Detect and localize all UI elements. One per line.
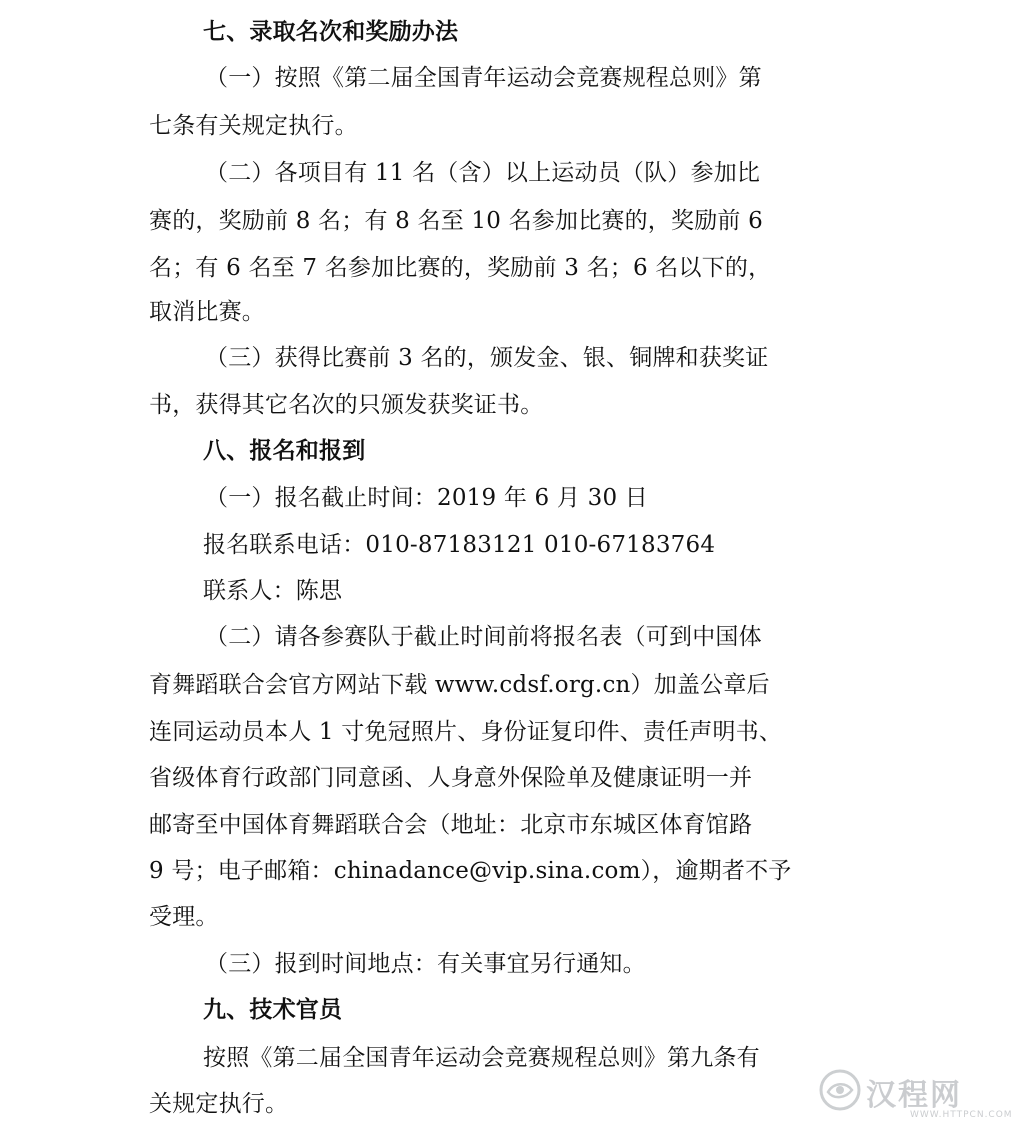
section-8-item-2-line-4: 省级体育行政部门同意函、人身意外保险单及健康证明一并 <box>149 765 753 791</box>
section-7-item-3-line-2: 书，获得其它名次的只颁发获奖证书。 <box>149 392 544 418</box>
section-7-item-1-line-2: 七条有关规定执行。 <box>149 113 358 139</box>
registration-phone: 报名联系电话：010-87183121 010-67183764 <box>203 532 716 558</box>
section-8-item-2-line-5: 邮寄至中国体育舞蹈联合会（地址：北京市东城区体育馆路 <box>149 812 753 838</box>
registration-deadline: （一）报名截止时间：2019 年 6 月 30 日 <box>205 485 648 511</box>
section-8-heading: 八、报名和报到 <box>203 437 366 464</box>
section-8-item-2-line-6: 9 号；电子邮箱：chinadance@vip.sina.com），逾期者不予 <box>149 858 792 884</box>
section-8-item-2-line-1: （二）请各参赛队于截止时间前将报名表（可到中国体 <box>205 624 762 650</box>
section-8-item-2-line-3: 连同运动员本人 1 寸免冠照片、身份证复印件、责任声明书、 <box>149 719 783 745</box>
section-7-item-2-line-2: 赛的，奖励前 8 名；有 8 名至 10 名参加比赛的，奖励前 6 <box>149 208 763 234</box>
section-7-heading: 七、录取名次和奖励办法 <box>203 18 459 45</box>
section-7-item-2-line-4: 取消比赛。 <box>149 299 265 325</box>
section-9-heading: 九、技术官员 <box>203 996 343 1023</box>
section-7-item-2-line-3: 名；有 6 名至 7 名参加比赛的，奖励前 3 名；6 名以下的， <box>149 255 772 281</box>
section-7-item-3-line-1: （三）获得比赛前 3 名的，颁发金、银、铜牌和获奖证 <box>205 345 769 371</box>
watermark-brand: 汉程网 <box>866 1078 962 1113</box>
section-8-item-2-line-7: 受理。 <box>149 904 219 930</box>
section-9-line-2: 关规定执行。 <box>149 1091 289 1117</box>
section-7-item-2-line-1: （二）各项目有 11 名（含）以上运动员（队）参加比 <box>205 160 761 186</box>
contact-person: 联系人：陈思 <box>203 578 343 604</box>
site-watermark <box>818 1062 1013 1128</box>
section-7-item-1-line-1: （一）按照《第二届全国青年运动会竞赛规程总则》第 <box>205 65 762 91</box>
section-9-line-1: 按照《第二届全国青年运动会竞赛规程总则》第九条有 <box>203 1045 760 1071</box>
section-8-item-3: （三）报到时间地点：有关事宜另行通知。 <box>205 951 646 977</box>
watermark-url: WWW.HTTPCN.COM <box>910 1110 1013 1120</box>
section-8-item-2-line-2: 育舞蹈联合会官方网站下载 www.cdsf.org.cn）加盖公章后 <box>149 672 770 698</box>
watermark-logo-icon <box>818 1068 862 1112</box>
